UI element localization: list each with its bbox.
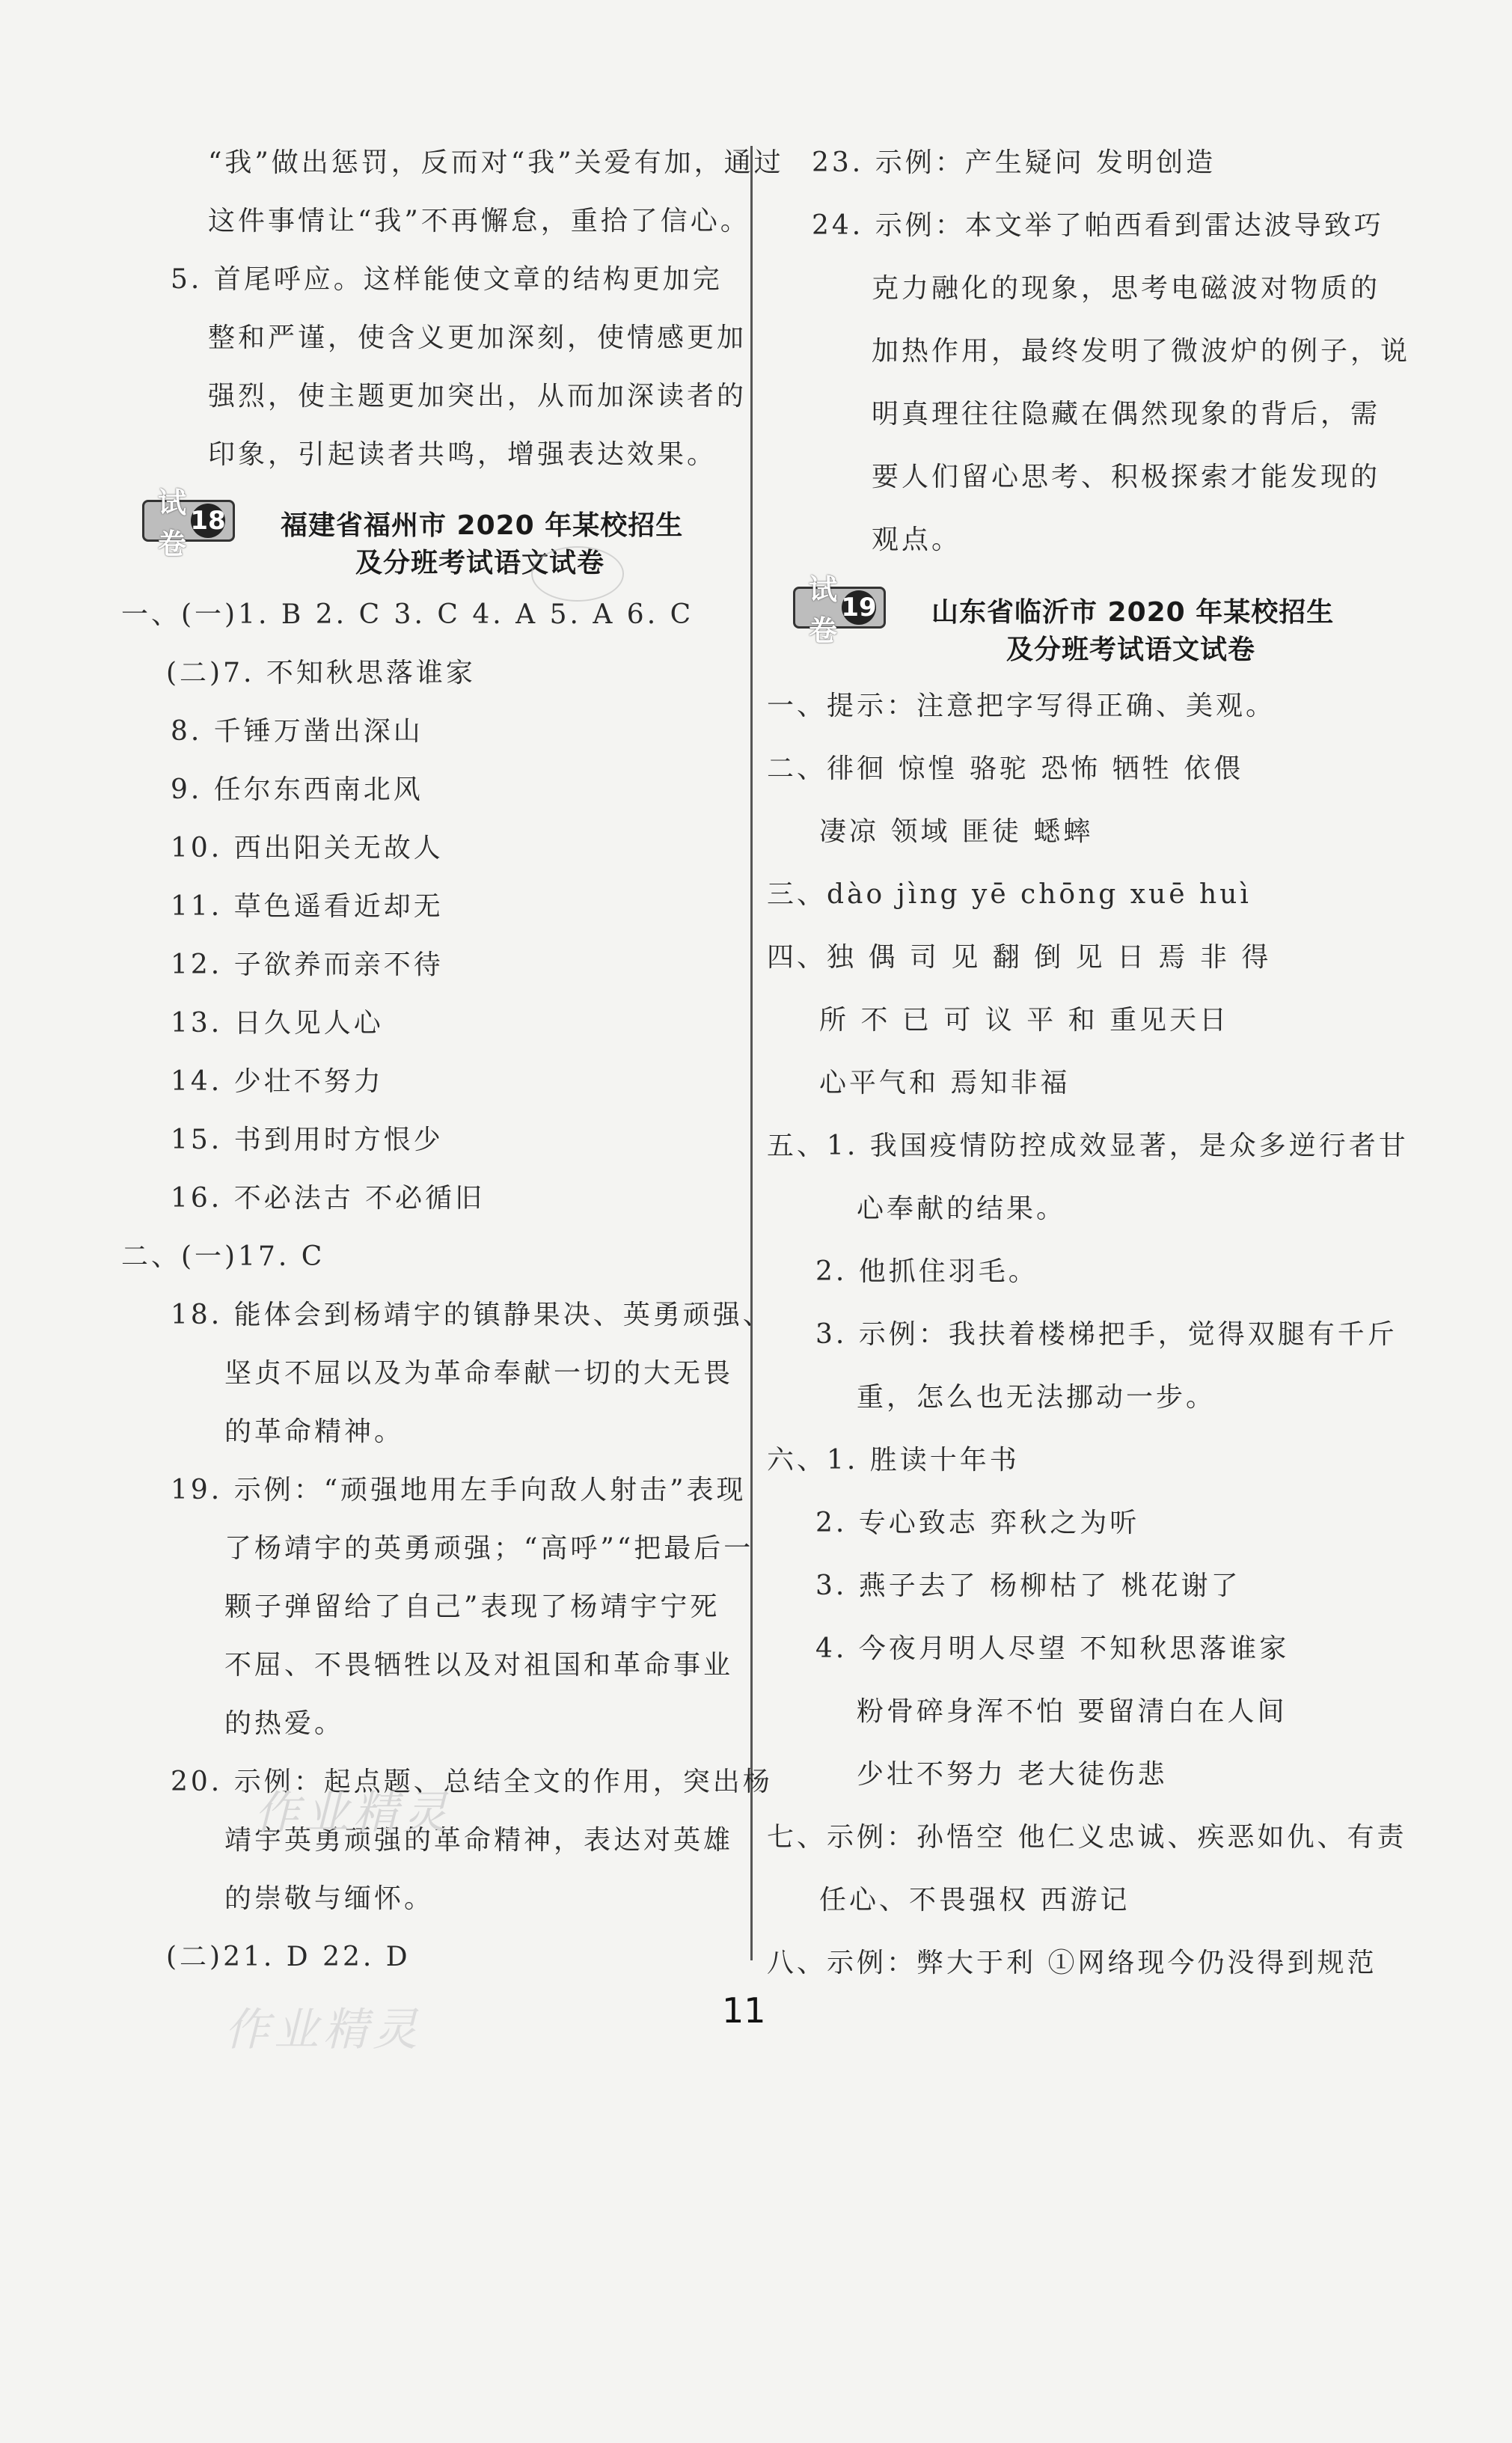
text-line: 了杨靖宇的英勇顽强；“高呼”“把最后一 — [224, 1533, 754, 1564]
text-line: 16. 不必法古 不必循旧 — [171, 1183, 486, 1214]
section-title: 福建省福州市 2020 年某校招生 — [281, 510, 684, 541]
text-line: 9. 任尔东西南北风 — [171, 774, 423, 805]
text-line: 坚贞不屈以及为革命奉献一切的大无畏 — [224, 1358, 734, 1389]
text-line: 5. 首尾呼应。这样能使文章的结构更加完 — [171, 264, 723, 295]
text-line: 明真理往往隐藏在偶然现象的背后，需 — [872, 399, 1381, 429]
seal-stamp — [531, 546, 624, 602]
text-line: 10. 西出阳关无故人 — [171, 833, 444, 863]
text-line: (二)7. 不知秋思落谁家 — [166, 658, 476, 688]
text-line: 4. 今夜月明人尽望 不知秋思落谁家 — [815, 1633, 1290, 1664]
text-line: 要人们留心思考、积极探索才能发现的 — [872, 462, 1381, 492]
text-line: 印象，引起读者共鸣，增强表达效果。 — [208, 439, 717, 470]
text-line: 的崇敬与缅怀。 — [224, 1883, 435, 1914]
text-line: 二、徘徊 惊惶 骆驼 恐怖 牺牲 依偎 — [767, 753, 1244, 784]
text-line: 加热作用，最终发明了微波炉的例子，说 — [872, 336, 1411, 367]
badge-number: 19 — [842, 590, 876, 625]
text-line: 19. 示例：“顽强地用左手向敌人射击”表现 — [171, 1475, 747, 1505]
text-line: 强烈，使主题更加突出，从而加深读者的 — [208, 381, 747, 412]
text-line: 一、提示：注意把字写得正确、美观。 — [767, 691, 1276, 721]
text-line: 六、1. 胜读十年书 — [767, 1445, 1020, 1476]
badge-label: 试卷 — [158, 486, 187, 560]
text-line: 克力融化的现象，思考电磁波对物质的 — [872, 273, 1381, 304]
text-line: 12. 子欲养而亲不待 — [171, 950, 444, 980]
text-line: 一、(一)1. B 2. C 3. C 4. A 5. A 6. C — [121, 599, 694, 630]
text-line: 八、示例：弊大于利 ①网络现今仍没得到规范 — [767, 1948, 1377, 1978]
section-title: 山东省临沂市 2020 年某校招生 — [931, 597, 1335, 628]
watermark: 作业精灵 — [224, 2004, 422, 2056]
text-line: 20. 示例：起点题、总结全文的作用，突出杨 — [171, 1767, 773, 1797]
section-subtitle: 及分班考试语文试卷 — [1006, 635, 1256, 665]
text-line: 这件事情让“我”不再懈怠，重拾了信心。 — [208, 206, 750, 236]
exam-badge — [142, 486, 235, 560]
text-line: 凄凉 领域 匪徒 蟋蟀 — [819, 816, 1094, 847]
text-line: 七、示例：孙悟空 他仁义忠诚、疾恶如仇、有责 — [767, 1822, 1407, 1853]
section-subtitle: 及分班考试语文试卷 — [355, 548, 605, 578]
text-line: 不屈、不畏牺牲以及对祖国和革命事业 — [224, 1650, 734, 1681]
text-line: 四、独 偶 司 见 翻 倒 见 日 焉 非 得 — [767, 942, 1272, 973]
text-line: 整和严谨，使含义更加深刻，使情感更加 — [208, 322, 747, 353]
text-line: 观点。 — [872, 525, 962, 555]
text-line: 靖宇英勇顽强的革命精神，表达对英雄 — [224, 1825, 734, 1856]
text-line: 18. 能体会到杨靖宇的镇静果决、英勇顽强、 — [171, 1300, 773, 1330]
text-line: 二、(一)17. C — [121, 1241, 325, 1272]
text-line: “我”做出惩罚，反而对“我”关爱有加，通过 — [208, 147, 784, 178]
text-line: 五、1. 我国疫情防控成效显著，是众多逆行者甘 — [767, 1131, 1409, 1161]
text-line: 23. 示例：产生疑问 发明创造 — [812, 147, 1216, 178]
text-line: 少壮不努力 老大徒伤悲 — [857, 1759, 1168, 1790]
text-line: 2. 专心致志 弈秋之为听 — [815, 1508, 1140, 1538]
badge-label: 试卷 — [809, 573, 838, 647]
text-line: 24. 示例：本文举了帕西看到雷达波导致巧 — [812, 210, 1384, 241]
text-line: 所 不 已 可 议 平 和 重见天日 — [819, 1005, 1230, 1036]
text-line: 的热爱。 — [224, 1708, 345, 1739]
text-line: 的革命精神。 — [224, 1416, 405, 1447]
text-line: 颗子弹留给了自己”表现了杨靖宇宁死 — [224, 1592, 720, 1622]
watermark: 作业精灵 — [254, 1787, 452, 1839]
text-line: 粉骨碎身浑不怕 要留清白在人间 — [857, 1696, 1288, 1727]
exam-badge — [793, 573, 886, 647]
text-line: 15. 书到用时方恨少 — [171, 1125, 444, 1155]
page-number: 11 — [722, 1990, 766, 2031]
text-line: 14. 少壮不努力 — [171, 1066, 384, 1097]
text-line: 11. 草色遥看近却无 — [171, 891, 444, 922]
badge-number: 18 — [191, 504, 225, 538]
text-line: 3. 示例：我扶着楼梯把手，觉得双腿有千斤 — [815, 1319, 1398, 1350]
column-divider — [750, 146, 753, 1960]
text-line: 2. 他抓住羽毛。 — [815, 1256, 1038, 1287]
text-line: (二)21. D 22. D — [166, 1942, 411, 1972]
text-line: 三、dào jìng yē chōng xuē huì — [767, 879, 1252, 910]
text-line: 8. 千锤万凿出深山 — [171, 716, 423, 747]
text-line: 重，怎么也无法挪动一步。 — [857, 1382, 1216, 1413]
text-line: 3. 燕子去了 杨柳枯了 桃花谢了 — [815, 1571, 1241, 1601]
text-line: 心平气和 焉知非福 — [819, 1068, 1071, 1098]
text-line: 任心、不畏强权 西游记 — [819, 1885, 1130, 1915]
text-line: 13. 日久见人心 — [171, 1008, 384, 1039]
text-line: 心奉献的结果。 — [857, 1193, 1067, 1224]
